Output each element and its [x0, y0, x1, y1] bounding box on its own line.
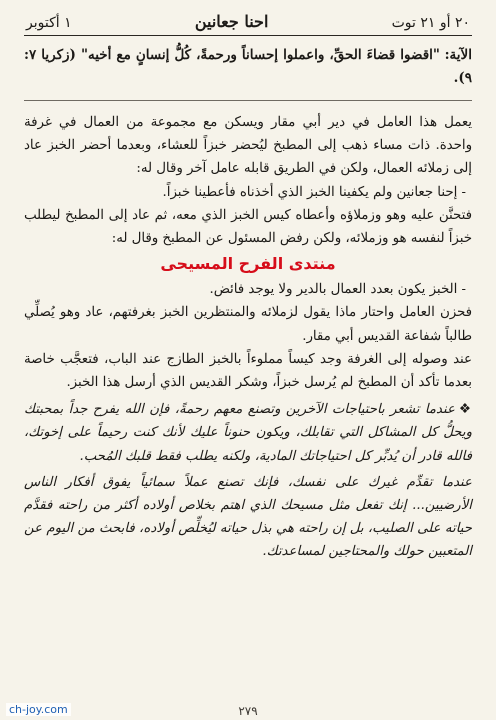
verse-text: "اقضوا قضاءَ الحقِّ، واعملوا إحساناً ورحمةً، كُلُّ إنسانٍ مع أخيه" (زكريا ٧: ٩). — [24, 47, 472, 86]
forum-stamp: منتدى الفرح المسيحى — [160, 254, 336, 274]
story-paragraph-1: يعمل هذا العامل في دير أبي مقار ويسكن مع مجموعة من العمال في غرفة واحدة. ذات مساء ذهب إلى المطبخ ليُحضر خبزاً للعشاء، وبعدما أحضر الخبز عاد إلى زملائه العمال، ولكن في الطريق قابله عامل آخر وقال له: — [24, 115, 472, 177]
page-header — [24, 12, 472, 33]
site-watermark: ch-joy.com — [6, 703, 71, 716]
story-quote-1: - إحنا جعانين ولم يكفينا الخبز الذي أخذناه فأعطينا خبزاً. — [162, 184, 466, 200]
header-divider — [24, 35, 472, 36]
verse-divider — [24, 100, 472, 101]
page-number: ٢٧٩ — [238, 704, 258, 718]
story-quote-2: - الخبز يكون بعدد العمال بالدير ولا يوجد فائض. — [209, 282, 466, 298]
tip-2: عندما تقدِّم غيرك على نفسك، فإنك تصنع عملاً سمائياً يفوق أفكار الناس الأرضيين... إنك تفعل مثل مسيحك الذي اهتم بخلاص أولاده أكثر من راحته فقدَّم حياته على الصليب، بل إن راحته هي بذل حياته ليُخلِّص أولاده، فابحث من اليوم عن المتعبين حولك والمحتاجين لمساعدتك. — [24, 474, 472, 560]
diamond-bullet-icon: ❖ — [458, 402, 472, 418]
tip-1-text: عندما تشعر باحتياجات الآخرين وتصنع معهم رحمةً، فإن الله يفرح جداً بمحبتك ويحلُّ كل المشاكل التي تقابلك، ويكون حنوناً عليك لأنك كنت رحيماً على إخوتك، فالله قادر أن يُدبِّر كل احتياجاتك المادية، ولكنه يطلب فقط قلبك المُحب. — [24, 402, 472, 464]
page-title: احنا جعانين — [194, 12, 269, 31]
tip-1 — [24, 398, 472, 468]
verse-label: الآية: — [444, 47, 473, 63]
story-paragraph-3: فحزن العامل واحتار ماذا يقول لزملائه والمنتظرين الخبز بغرفتهم، عاد وهو يُصلِّي طالباً شفاعة القديس أبي مقار. — [24, 305, 472, 344]
header-gregorian-date: ١ أكتوبر — [26, 15, 72, 31]
story-paragraph-4: عند وصوله إلى الغرفة وجد كيساً مملوءاً بالخبز الطازج عند الباب، فتعجَّب خاصة بعدما تأكد أن المطبخ لم يُرسل خبزاً، وشكر القديس الذي أرسل هذا الخبز. — [24, 351, 472, 391]
story-paragraph-2: فتحنَّن عليه وهو وزملاؤه وأعطاه كيس الخبز الذي معه، ثم عاد إلى المطبخ ليطلب خبزاً لنفسه هو وزملائه، ولكن رفض المسئول عن المطبخ وقال له: — [24, 207, 472, 247]
header-coptic-date: ٢٠ أو ٢١ توت — [391, 15, 470, 31]
reflection-tips — [24, 398, 472, 563]
verse-block — [24, 44, 472, 90]
